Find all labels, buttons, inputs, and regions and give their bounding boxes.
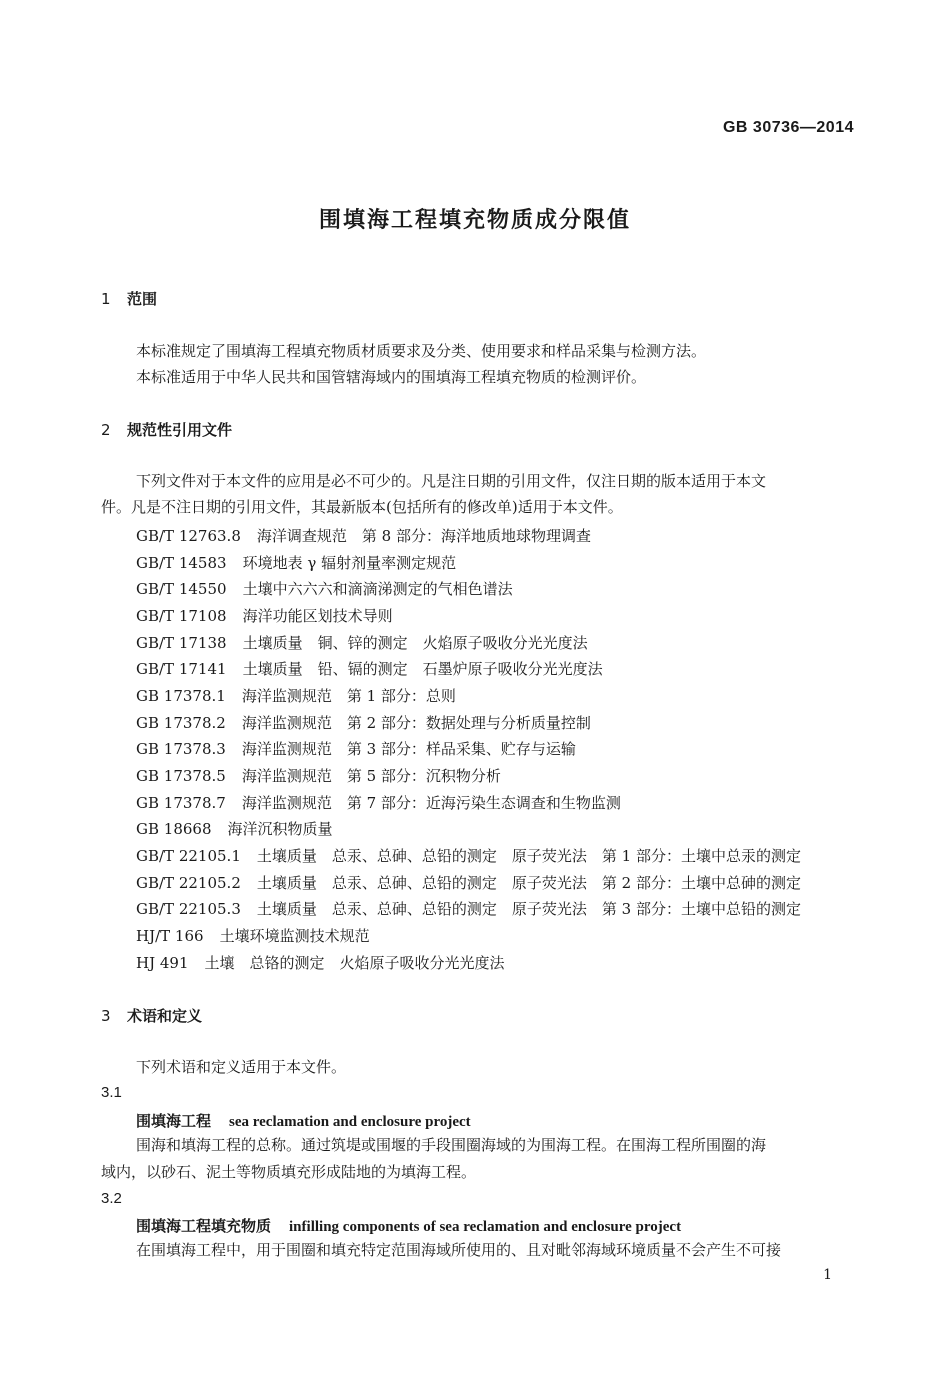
section-number: 1 — [101, 290, 111, 308]
clause-number: 3.1 — [101, 1084, 122, 1101]
reference-code: GB/T 22105.1 — [136, 847, 241, 865]
reference-code: HJ 491 — [136, 954, 189, 972]
term-entry — [136, 1215, 681, 1236]
reference-title: 海洋监测规范 第 3 部分：样品采集、贮存与运输 — [241, 740, 576, 758]
definition-text: 在围填海工程中，用于围圈和填充特定范围海域所使用的、且对毗邻海域环境质量不会产生不可接 — [136, 1241, 782, 1259]
definition-text: 围海和填海工程的总称。通过筑堤或围堰的手段围圈海域的为围海工程。在围海工程所围圈的海 — [136, 1136, 767, 1154]
reference-item — [136, 792, 621, 813]
reference-item — [136, 658, 603, 679]
paragraph: 下列文件对于本文件的应用是必不可少的。凡是注日期的引用文件，仅注日期的版本适用于本文 — [136, 472, 767, 490]
reference-item — [136, 632, 588, 653]
reference-title: 海洋功能区划技术导则 — [242, 607, 393, 625]
document-title: 围填海工程填充物质成分限值 — [318, 208, 631, 233]
reference-title: 土壤质量 总汞、总砷、总铅的测定 原子荧光法 第 2 部分：土壤中总砷的测定 — [256, 874, 801, 892]
reference-item — [136, 738, 576, 759]
paragraph: 本标准适用于中华人民共和国管辖海域内的围填海工程填充物质的检测评价。 — [136, 368, 647, 386]
reference-title: 海洋监测规范 第 1 部分：总则 — [241, 687, 456, 705]
section-number: 2 — [101, 421, 111, 439]
reference-title: 海洋监测规范 第 7 部分：近海污染生态调查和生物监测 — [241, 794, 621, 812]
reference-item — [136, 845, 801, 866]
section-number: 3 — [101, 1007, 111, 1025]
clause-number: 3.2 — [101, 1190, 122, 1207]
reference-code: HJ/T 166 — [136, 927, 204, 945]
standard-code: GB 30736—2014 — [722, 119, 854, 136]
reference-title: 海洋调查规范 第 8 部分：海洋地质地球物理调查 — [256, 527, 591, 545]
section-1-heading — [101, 288, 157, 309]
paragraph: 件。凡是不注日期的引用文件，其最新版本(包括所有的修改单)适用于本文件。 — [101, 498, 623, 516]
reference-code: GB/T 17108 — [136, 607, 227, 625]
section-title: 规范性引用文件 — [127, 421, 233, 439]
reference-title: 土壤 总铬的测定 火焰原子吸收分光光度法 — [204, 954, 505, 972]
paragraph: 下列术语和定义适用于本文件。 — [136, 1058, 347, 1076]
section-title: 术语和定义 — [127, 1007, 203, 1025]
term-entry — [136, 1110, 471, 1131]
reference-code: GB 18668 — [136, 820, 212, 838]
reference-item — [136, 605, 393, 626]
reference-title: 土壤质量 铅、镉的测定 石墨炉原子吸收分光光度法 — [242, 660, 603, 678]
reference-code: GB 17378.1 — [136, 687, 226, 705]
reference-code: GB 17378.7 — [136, 794, 226, 812]
reference-code: GB/T 22105.2 — [136, 874, 241, 892]
reference-code: GB/T 12763.8 — [136, 527, 241, 545]
reference-item — [136, 712, 591, 733]
reference-title: 土壤质量 铜、锌的测定 火焰原子吸收分光光度法 — [242, 634, 588, 652]
reference-item — [136, 925, 370, 946]
paragraph: 本标准规定了围填海工程填充物质材质要求及分类、使用要求和样品采集与检测方法。 — [136, 342, 707, 360]
reference-item — [136, 765, 501, 786]
reference-item — [136, 898, 801, 919]
reference-item — [136, 578, 513, 599]
reference-code: GB 17378.5 — [136, 767, 226, 785]
term-chinese: 围填海工程填充物质 — [136, 1217, 272, 1235]
reference-item — [136, 685, 456, 706]
reference-title: 环境地表 γ 辐射剂量率测定规范 — [242, 554, 457, 572]
reference-item — [136, 552, 456, 573]
section-title: 范围 — [127, 290, 158, 308]
reference-title: 土壤质量 总汞、总砷、总铅的测定 原子荧光法 第 3 部分：土壤中总铅的测定 — [256, 900, 801, 918]
reference-code: GB 17378.2 — [136, 714, 226, 732]
reference-title: 海洋沉积物质量 — [227, 820, 333, 838]
reference-code: GB/T 14583 — [136, 554, 227, 572]
reference-title: 海洋监测规范 第 2 部分：数据处理与分析质量控制 — [241, 714, 591, 732]
reference-code: GB 17378.3 — [136, 740, 226, 758]
reference-title: 土壤中六六六和滴滴涕测定的气相色谱法 — [242, 580, 513, 598]
reference-title: 土壤环境监测技术规范 — [219, 927, 370, 945]
reference-item — [136, 818, 333, 839]
reference-code: GB/T 17141 — [136, 660, 227, 678]
section-2-heading — [101, 419, 232, 440]
page-number: 1 — [823, 1267, 832, 1283]
term-english: infilling components of sea reclamation and enclosure project — [289, 1219, 682, 1235]
reference-item — [136, 952, 505, 973]
reference-code: GB/T 14550 — [136, 580, 227, 598]
reference-title: 海洋监测规范 第 5 部分：沉积物分析 — [241, 767, 501, 785]
reference-item — [136, 872, 801, 893]
reference-item — [136, 525, 591, 546]
reference-code: GB/T 17138 — [136, 634, 227, 652]
term-english: sea reclamation and enclosure project — [229, 1114, 471, 1130]
term-chinese: 围填海工程 — [136, 1112, 212, 1130]
reference-title: 土壤质量 总汞、总砷、总铅的测定 原子荧光法 第 1 部分：土壤中总汞的测定 — [256, 847, 801, 865]
definition-text: 域内，以砂石、泥土等物质填充形成陆地的为填海工程。 — [101, 1163, 477, 1181]
section-3-heading — [101, 1005, 202, 1026]
reference-code: GB/T 22105.3 — [136, 900, 241, 918]
